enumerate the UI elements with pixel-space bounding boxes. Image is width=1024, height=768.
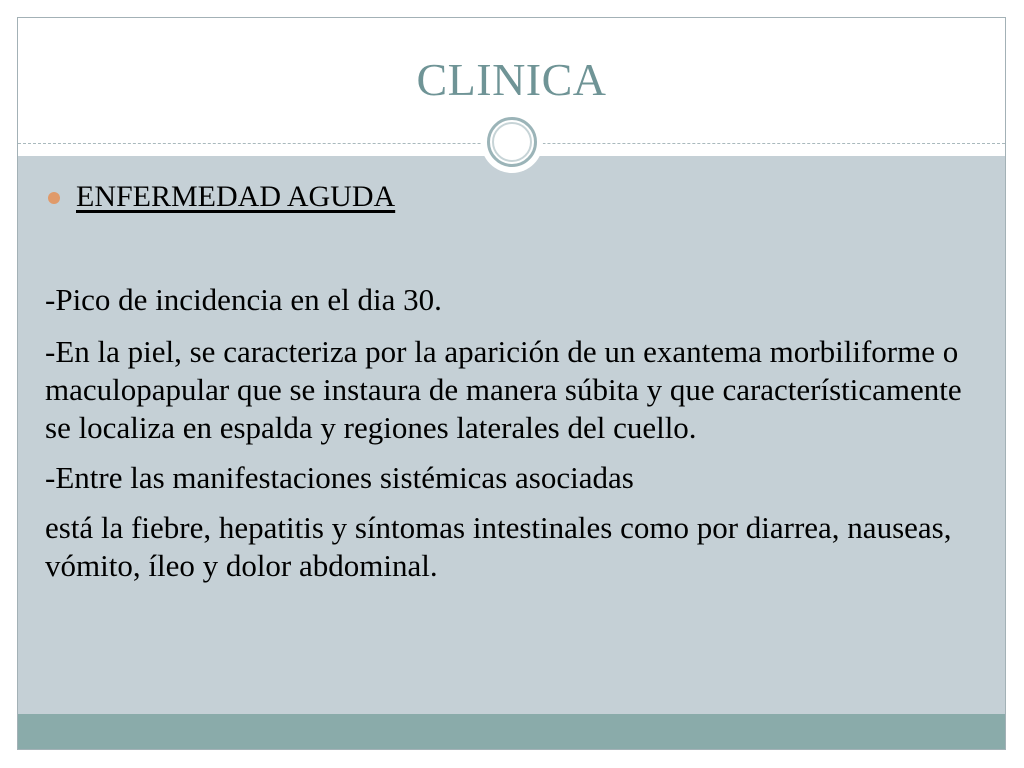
body-text [45, 281, 990, 585]
bullet-heading: ENFERMEDAD AGUDA [76, 180, 396, 213]
slide-title: CLINICA [416, 54, 607, 105]
circle-ornament-icon [481, 111, 543, 173]
bullet-dot-icon [48, 192, 60, 204]
paragraph-symptoms: está la fiebre, hepatitis y síntomas intestinales como por diarrea, nauseas, vómito, íleo y dolor abdominal. [45, 510, 952, 583]
ornament-inner-ring [492, 122, 532, 162]
paragraph-systemic: -Entre las manifestaciones sistémicas asociadas [45, 460, 634, 495]
bullet-item [48, 180, 395, 214]
paragraph-incidence: -Pico de incidencia en el dia 30. [45, 282, 442, 317]
footer-bar [18, 714, 1005, 749]
slide [17, 17, 1006, 750]
paragraph-skin: -En la piel, se caracteriza por la aparición de un exantema morbiliforme o maculopapular que se instaura de manera súbita y que característicamente se localiza en espalda y regiones laterales del cuello. [45, 334, 962, 445]
